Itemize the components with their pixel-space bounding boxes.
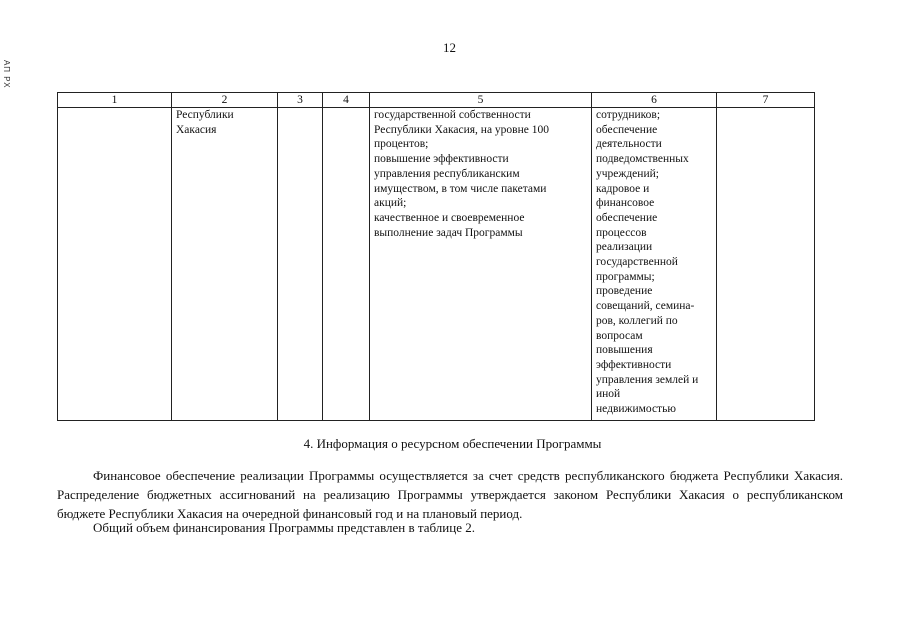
section-heading: 4. Информация о ресурсном обеспечении Программы (303, 436, 602, 451)
column-header-3: 3 (278, 93, 323, 108)
program-table (57, 92, 815, 421)
table-cell-col2: Республики Хакасия (172, 108, 278, 421)
table-cell-col6: сотрудников; обеспечение деятельности подведомственных учреждений; кадровое и финансовое обеспечение процессов реализации государственной программы; проведение совещаний, семина- ров, коллегий по вопросам повышения эффективности управления землей и иной недвижимостью (592, 108, 717, 421)
table-cell-col4 (323, 108, 370, 421)
table-row (58, 108, 815, 421)
column-header-5: 5 (370, 93, 592, 108)
column-header-7: 7 (717, 93, 815, 108)
column-header-2: 2 (172, 93, 278, 108)
table-header-row (58, 93, 815, 108)
column-header-4: 4 (323, 93, 370, 108)
table-cell-col3 (278, 108, 323, 421)
side-margin-mark: АП РХ (2, 60, 11, 89)
column-header-1: 1 (58, 93, 172, 108)
page-number: 12 (443, 40, 456, 55)
table-cell-col5: государственной собственности Республики Хакасия, на уровне 100 процентов; повышение эффективности управления республиканским имуществом, в том числе пакетами акций; качественное и своевременное выполнение задач Программы (370, 108, 592, 421)
table-cell-col1 (58, 108, 172, 421)
body-paragraph-total: Общий объем финансирования Программы представлен в таблице 2. (93, 520, 475, 535)
body-paragraph-funding: Финансовое обеспечение реализации Программы осуществляется за счет средств республиканского бюджета Республики Хакасия. Распределение бюджетных ассигнований на реализацию Программы утверждается законом Республики Хакасия о республиканском бюджете Республики Хакасия на очередной финансовый год и на плановый период. (57, 468, 843, 521)
table-cell-col7 (717, 108, 815, 421)
column-header-6: 6 (592, 93, 717, 108)
